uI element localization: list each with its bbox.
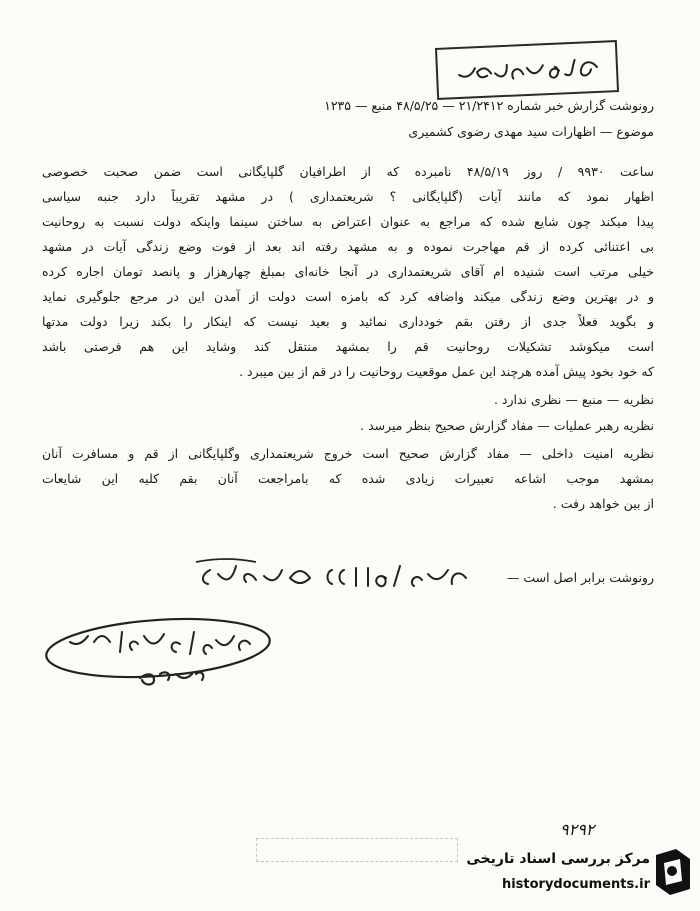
body-line: خیلی مرتب است شنیده ام آقای شریعتمداری در آنجا خانه‌ای بمبلغ چهارهزار و پانصد تومان اجاره کرده — [42, 264, 654, 279]
body-line: و در بهترین وضع زندگی میکند واضافه کرد که بامزه است دولت از آمدن این در مرجع جلوگیری نماید — [42, 289, 654, 304]
source-opinion: نظریه — منبع — نظری ندارد . — [493, 392, 654, 407]
footer-watermark — [466, 829, 700, 911]
faded-marking — [256, 838, 458, 862]
security-opinion-line: از بین خواهد رفت . — [552, 496, 654, 511]
copy-certification: رونوشت برابر اصل است — — [506, 570, 654, 585]
body-line: ساعت ۹۹۳۰ / روز ۴۸/۵/۱۹ نامبرده که از اطرافیان گلپایگانی است ضمن صحبت خصوصی — [42, 164, 654, 179]
reference-line: رونوشت گزارش خبر شماره ۲۱/۲۴۱۲ — ۴۸/۵/۲۵ منبع — ۱۲۳۵ — [324, 98, 654, 113]
body-line: است میکوشد تشکیلات روحانیت قم را بمشهد منتقل کند وشاید این هم فرصتی باشد — [42, 339, 654, 354]
body-line: پیدا میکند چون شایع شده که مراجع به عنوان اعتراض به ساختن سینما واینکه دولت نسبت به روحانیت — [42, 214, 654, 229]
top-stamp-handwriting — [446, 49, 607, 92]
security-opinion-line: بمشهد موجب اشاعه تعبیرات زیادی شده که بامراجعت آنان بقم کلیه این شایعات — [42, 471, 654, 486]
body-line: اظهار نمود که مانند آیات (گلپایگانی ؟ شریعتمداری ) در مشهد تقریباً دارد جنبه سیاسی — [42, 189, 654, 204]
oval-archive-stamp — [40, 614, 276, 692]
top-stamp-text: حاکمیت دانشگاه — [446, 55, 454, 57]
bottom-handwritten-number: ۹۲۹۲ — [560, 820, 595, 839]
operations-opinion: نظریه رهبر عملیات — مفاد گزارش صحیح بنظر میرسد . — [360, 418, 654, 433]
security-opinion-line: نظریه امنیت داخلی — مفاد گزارش صحیح است خروج شریعتمداری وگلپایگانی از قم و مسافرت آنان — [42, 446, 654, 461]
handwritten-archive-note — [186, 556, 476, 596]
footer-website: historydocuments.ir — [501, 877, 650, 892]
footer-organization: مرکز بررسی اسناد تاریخی — [466, 851, 650, 867]
subject-line: موضوع — اظهارات سید مهدی رضوی کشمیری — [408, 124, 654, 139]
body-line: و بگوید فعلاً جدی از رفتن بقم خودداری نمائید و بعید نیست که اینکار را بکند زیرا دولت مدتها — [42, 314, 654, 329]
body-line: که خود بخود پیش آمده هرچند این عمل موقعیت روحانیت را در قم از بین میبرد . — [239, 364, 654, 379]
body-line: بی اعتنائی کرده از قم مهاجرت نموده و به مشهد رفته اند بعد از فوت وضع زندگی آیات در مشهد — [42, 239, 654, 254]
top-stamp — [435, 40, 619, 100]
archive-logo-icon — [650, 845, 696, 897]
